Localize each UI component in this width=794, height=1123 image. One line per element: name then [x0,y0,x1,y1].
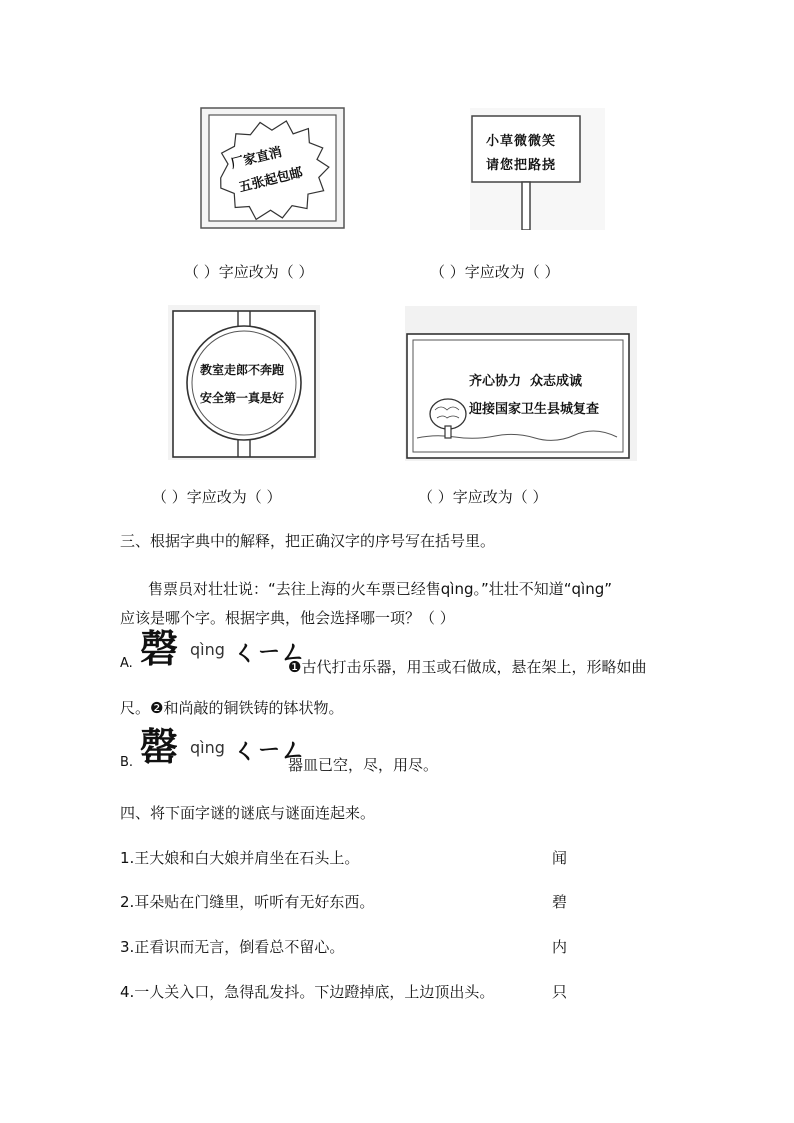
sign-3-frame [168,305,320,460]
sign-image-3 [168,305,320,460]
answer-row-1-right: （ ）字应改为（ ） [430,263,560,281]
option-a-definition-line1: ❶古代打击乐器，用玉或石做成，悬在架上，形略如曲 [288,658,647,676]
sign-1-text-line2: 五张起包邮 [237,165,305,196]
option-b-definition: 器皿已空，尽，用尽。 [288,756,439,774]
sign-3-text-line1: 教室走郎不奔跑 [200,363,285,377]
sign-image-4 [405,306,637,461]
sign-3-text-line2: 安全第一真是好 [200,391,285,405]
riddle-1-text: 1.王大娘和白大娘并肩坐在石头上。 [120,849,360,867]
riddle-1-answer: 闻 [552,849,568,867]
answer-row-2-right: （ ）字应改为（ ） [418,488,548,506]
sign-4-text-line2: 迎接国家卫生县城复查 [469,402,600,417]
option-a-zhuyin: ㄑㄧㄥ [232,638,305,668]
option-a-definition-line2: 尺。❷和尚敲的铜铁铸的钵状物。 [120,699,344,717]
section-3-paragraph-line1: 售票员对壮壮说：“去往上海的火车票已经售qìng。”壮壮不知道“qìng” [148,580,613,598]
riddle-3-answer: 内 [552,938,568,956]
answer-row-1-left: （ ）字应改为（ ） [184,263,314,281]
section-4-heading: 四、将下面字谜的谜底与谜面连起来。 [120,804,376,822]
riddle-2-answer: 碧 [552,893,568,911]
option-b-zhuyin: ㄑㄧㄥ [232,736,305,766]
riddle-4-answer: 只 [552,983,568,1001]
sign-1-text-line1: 厂家直消 [229,144,284,173]
riddle-4-text: 4.一人关入口，急得乱发抖。下边蹬掉底，上边顶出头。 [120,983,495,1001]
section-3-paragraph-line2: 应该是哪个字。根据字典，他会选择哪一项？（ ） [120,609,455,627]
option-b-pinyin: qìng [190,738,225,757]
option-b-character: 罄 [140,724,178,769]
riddle-2-text: 2.耳朵贴在门缝里，听听有无好东西。 [120,893,375,911]
sign-4-text-line1: 齐心协力 众志成诚 [469,374,583,389]
sign-image-1 [200,107,345,229]
riddle-3-text: 3.正看识而无言，倒看总不留心。 [120,938,345,956]
option-a-label: A. [120,656,133,671]
section-3-heading: 三、根据字典中的解释，把正确汉字的序号写在括号里。 [120,532,496,550]
sign-2-text-line2: 请您把路挠 [486,158,557,173]
option-b-label: B. [120,755,134,770]
option-a-pinyin: qìng [190,640,225,659]
sign-2-text-line1: 小草微微笑 [486,134,557,149]
answer-row-2-left: （ ）字应改为（ ） [152,488,282,506]
option-a-character: 磬 [140,626,178,671]
sign-image-2 [470,108,605,230]
tree-crown [430,399,466,429]
